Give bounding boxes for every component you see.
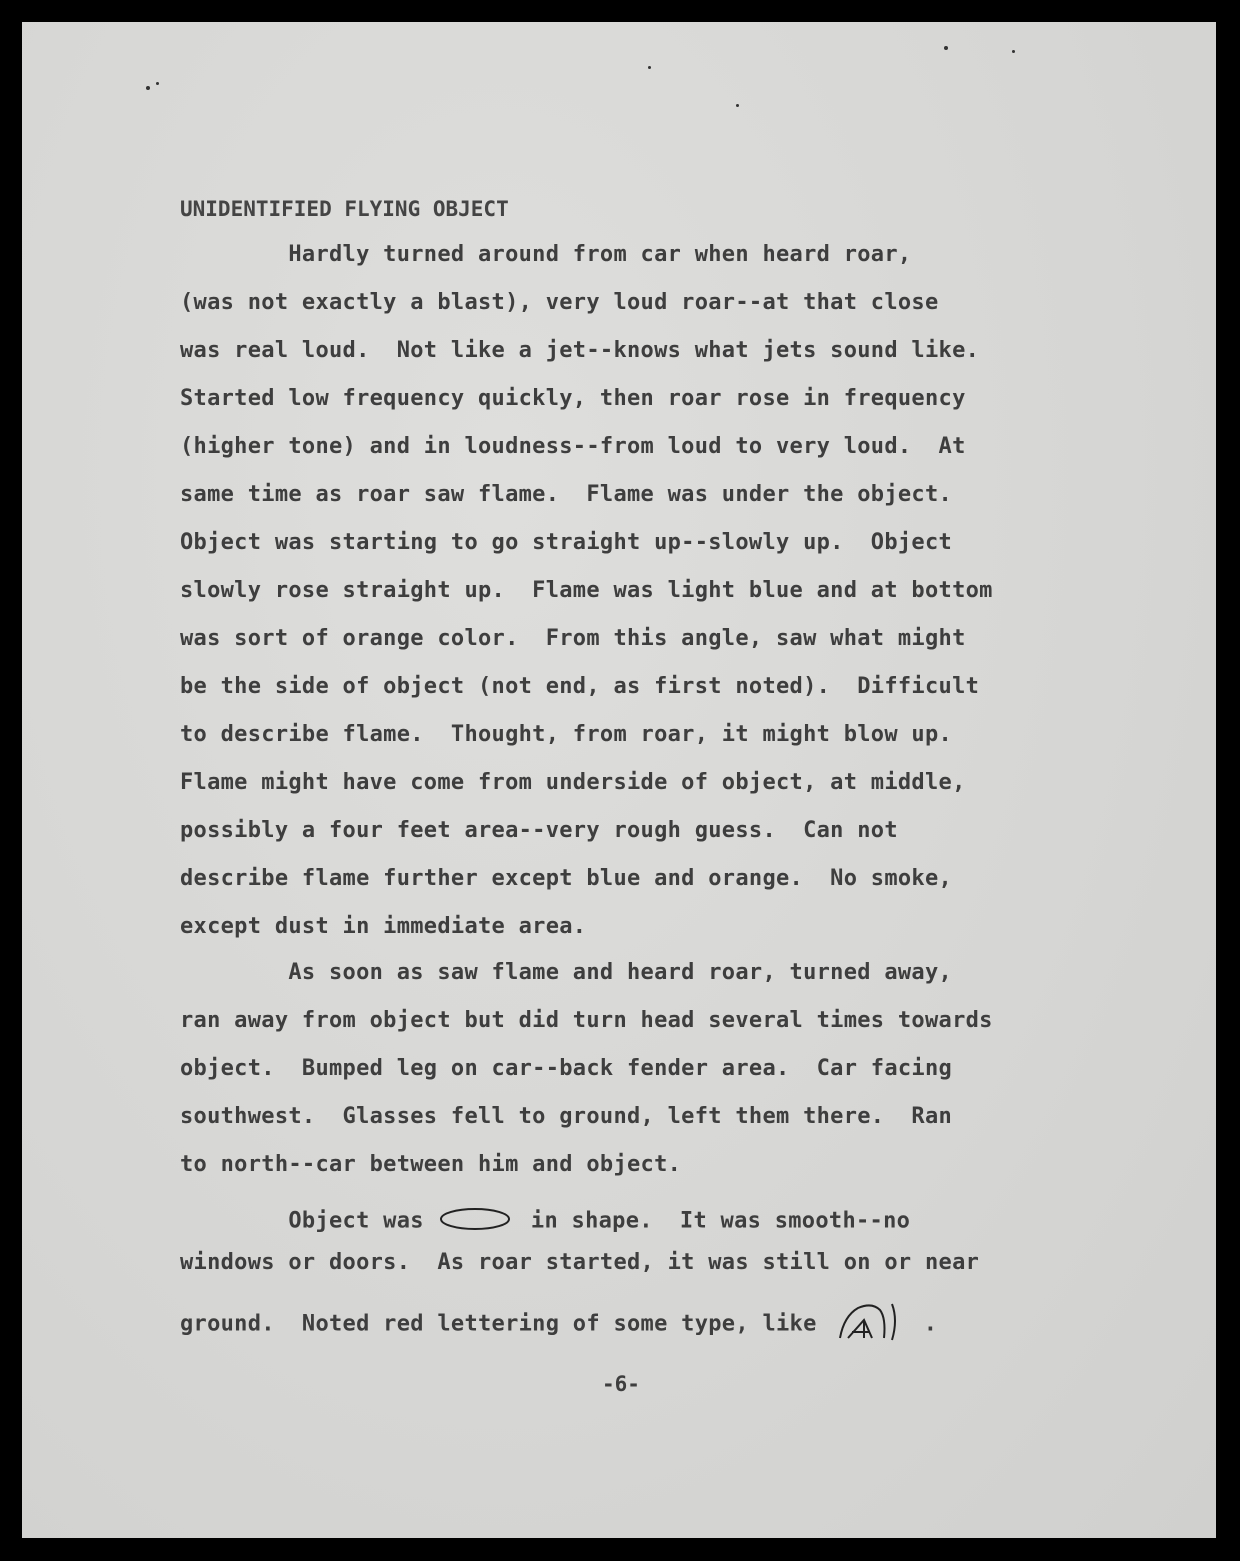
- text-line: same time as roar saw flame. Flame was under the object.: [180, 482, 953, 507]
- text-line: to describe flame. Thought, from roar, it might blow up.: [180, 722, 953, 747]
- text-line: be the side of object (not end, as first noted). Difficult: [180, 674, 980, 699]
- red-lettering-symbol-sketch: [830, 1298, 910, 1351]
- text-line: (was not exactly a blast), very loud roar--at that close: [180, 290, 939, 315]
- text-line: Hardly turned around from car when heard roar,: [180, 242, 912, 267]
- page-number: -6-: [602, 1372, 640, 1396]
- text-line: to north--car between him and object.: [180, 1152, 682, 1177]
- text-line: possibly a four feet area--very rough guess. Can not: [180, 818, 898, 843]
- text-fragment: ground. Noted red lettering of some type, like: [180, 1311, 831, 1337]
- text-line: ran away from object but did turn head several times towards: [180, 1008, 993, 1033]
- text-line: Object was starting to go straight up--slowly up. Object: [180, 530, 953, 555]
- text-fragment: Object was: [180, 1208, 438, 1234]
- text-line: southwest. Glasses fell to ground, left them there. Ran: [180, 1104, 953, 1129]
- text-line: Flame might have come from underside of object, at middle,: [180, 770, 966, 795]
- text-line: windows or doors. As roar started, it was still on or near: [180, 1250, 980, 1275]
- dust-speck: [736, 104, 739, 107]
- text-line: was real loud. Not like a jet--knows what jets sound like.: [180, 338, 980, 363]
- text-fragment: in shape. It was smooth--no: [517, 1208, 911, 1234]
- text-line: [180, 1298, 937, 1351]
- document-heading: UNIDENTIFIED FLYING OBJECT: [180, 197, 509, 221]
- text-fragment: .: [910, 1311, 938, 1337]
- scanned-page: [22, 22, 1216, 1538]
- text-line: describe flame further except blue and orange. No smoke,: [180, 866, 953, 891]
- dust-speck: [1012, 50, 1015, 53]
- text-line: As soon as saw flame and heard roar, turned away,: [180, 960, 953, 985]
- text-line: (higher tone) and in loudness--from loud to very loud. At: [180, 434, 966, 459]
- oval-shape-sketch: [437, 1204, 517, 1239]
- text-line: [180, 1204, 910, 1239]
- dust-speck: [156, 82, 159, 85]
- text-line: Started low frequency quickly, then roar rose in frequency: [180, 386, 966, 411]
- text-line: object. Bumped leg on car--back fender area. Car facing: [180, 1056, 953, 1081]
- text-line: except dust in immediate area.: [180, 914, 587, 939]
- dust-speck: [648, 66, 651, 69]
- dust-speck: [944, 46, 948, 50]
- dust-speck: [146, 86, 150, 90]
- text-line: slowly rose straight up. Flame was light blue and at bottom: [180, 578, 993, 603]
- text-line: was sort of orange color. From this angle, saw what might: [180, 626, 966, 651]
